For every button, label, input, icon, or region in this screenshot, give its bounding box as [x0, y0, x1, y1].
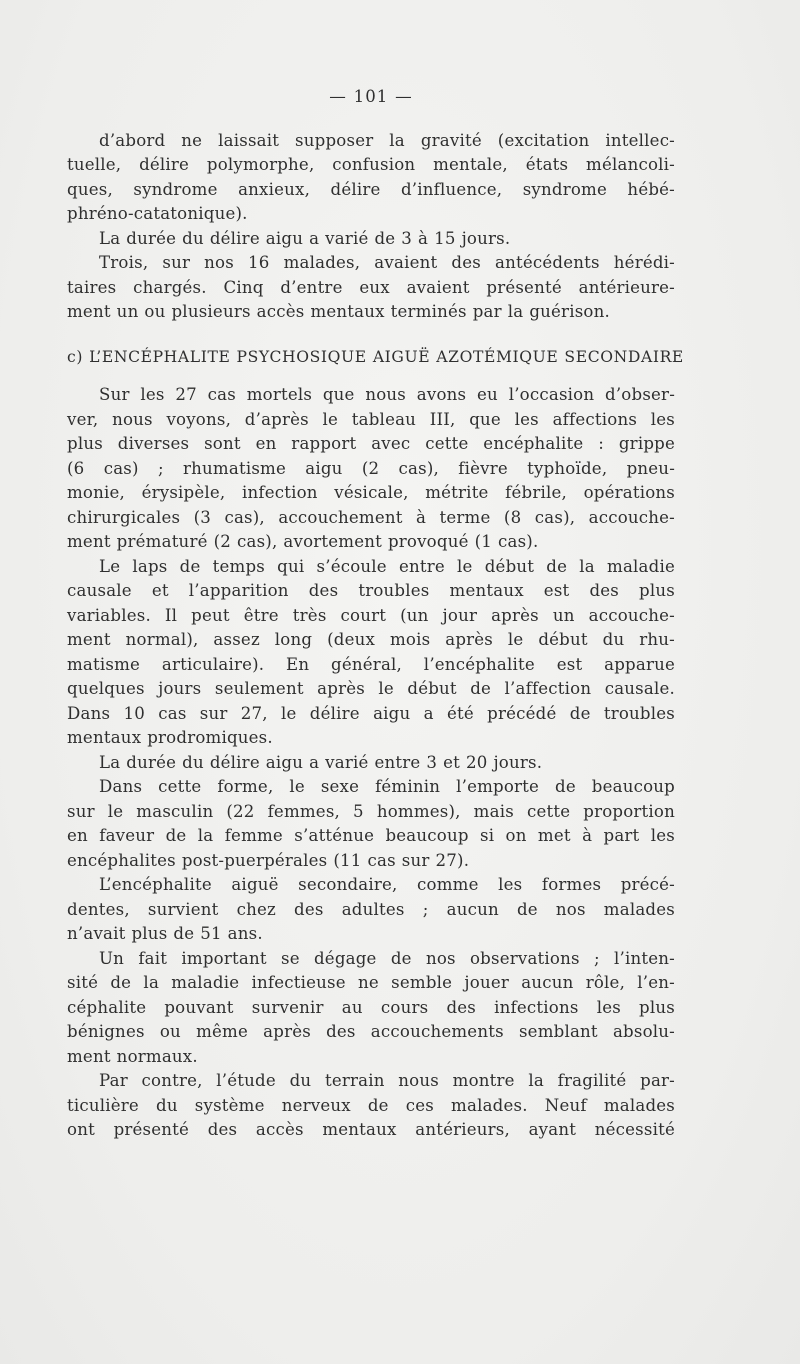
text-line: ticulière du système nerveux de ces malades. Neuf malades	[67, 1095, 675, 1115]
paragraph	[67, 251, 675, 325]
text-line: Trois, sur nos 16 malades, avaient des antécédents hérédi-	[99, 253, 675, 272]
paragraphs-after-heading	[67, 383, 675, 1143]
page-text	[67, 85, 684, 1143]
text-line: d’abord ne laissait supposer la gravité (excitation intellec-	[99, 130, 675, 150]
text-line: Le laps de temps qui s’écoule entre le début de la maladie	[99, 556, 675, 576]
text-line: Dans 10 cas sur 27, le délire aigu a été précédé de troubles	[67, 703, 675, 723]
text-line: plus diverses sont en rapport avec cette encéphalite : grippe	[67, 434, 675, 453]
text-line: céphalite pouvant survenir au cours des infections les plus	[67, 997, 675, 1017]
paragraph	[67, 383, 675, 555]
text-line: ment normaux.	[67, 1046, 198, 1066]
text-line: en faveur de la femme s’atténue beaucoup si on met à part les	[67, 826, 675, 845]
paragraphs-before-heading	[67, 129, 675, 325]
paragraph	[67, 947, 675, 1070]
text-line: chirurgicales (3 cas), accouchement à terme (8 cas), accouche-	[67, 507, 675, 527]
text-line: ont présenté des accès mentaux antérieurs, ayant nécessité	[67, 1120, 675, 1139]
text-line: quelques jours seulement après le début de l’affection causale.	[67, 679, 675, 698]
text-line: ment prématuré (2 cas), avortement provoqué (1 cas).	[67, 532, 539, 551]
paragraph	[67, 129, 675, 227]
text-line: Dans cette forme, le sexe féminin l’emporte de beaucoup	[99, 777, 675, 796]
paragraph	[67, 775, 675, 873]
text-line: Un fait important se dégage de nos observations ; l’inten-	[99, 948, 675, 968]
page-number: — 101 —	[329, 87, 413, 106]
text-line: Sur les 27 cas mortels que nous avons eu l’occasion d’obser-	[99, 385, 675, 404]
text-line: phréno-catatonique).	[67, 204, 248, 223]
paragraph	[67, 873, 675, 947]
text-line: bénignes ou même après des accouchements semblant absolu-	[67, 1022, 675, 1041]
text-line: ment normal), assez long (deux mois après le début du rhu-	[67, 630, 675, 649]
text-line: n’avait plus de 51 ans.	[67, 924, 263, 943]
text-line: causale et l’apparition des troubles mentaux est des plus	[67, 581, 675, 600]
paragraph	[67, 227, 675, 252]
paragraph	[67, 751, 675, 776]
paragraph	[67, 1069, 675, 1143]
text-line: variables. Il peut être très court (un jour après un accouche-	[67, 605, 675, 625]
text-line: encéphalites post-puerpérales (11 cas sur 27).	[67, 850, 470, 870]
text-line: ques, syndrome anxieux, délire d’influence, syndrome hébé-	[67, 179, 675, 199]
text-line: monie, érysipèle, infection vésicale, métrite fébrile, opérations	[67, 483, 675, 502]
text-line: ver, nous voyons, d’après le tableau III, que les affections les	[67, 409, 675, 429]
paragraph	[67, 555, 675, 751]
text-line: La durée du délire aigu a varié de 3 à 15 jours.	[99, 228, 511, 248]
text-line: Par contre, l’étude du terrain nous montre la fragilité par-	[99, 1071, 675, 1090]
text-line: taires chargés. Cinq d’entre eux avaient présenté antérieure-	[67, 277, 675, 297]
text-line: sur le masculin (22 femmes, 5 hommes), mais cette proportion	[67, 801, 675, 821]
text-line: sité de la maladie infectieuse ne semble jouer aucun rôle, l’en-	[67, 973, 675, 992]
section-heading: c) L’ENCÉPHALITE PSYCHOSIQUE AIGUË AZOTÉMIQUE SECONDAIRE	[67, 347, 684, 366]
text-line: (6 cas) ; rhumatisme aigu (2 cas), fièvre typhoïde, pneu-	[67, 458, 675, 478]
text-line: L’encéphalite aiguë secondaire, comme les formes précé-	[99, 875, 675, 894]
text-line: ment un ou plusieurs accès mentaux terminés par la guérison.	[67, 302, 610, 321]
text-line: mentaux prodromiques.	[67, 728, 273, 747]
text-line: matisme articulaire). En général, l’encéphalite est apparue	[67, 654, 675, 674]
text-line: dentes, survient chez des adultes ; aucun de nos malades	[67, 899, 675, 919]
text-line: tuelle, délire polymorphe, confusion mentale, états mélancoli-	[67, 155, 675, 174]
text-line: La durée du délire aigu a varié entre 3 et 20 jours.	[99, 752, 543, 772]
